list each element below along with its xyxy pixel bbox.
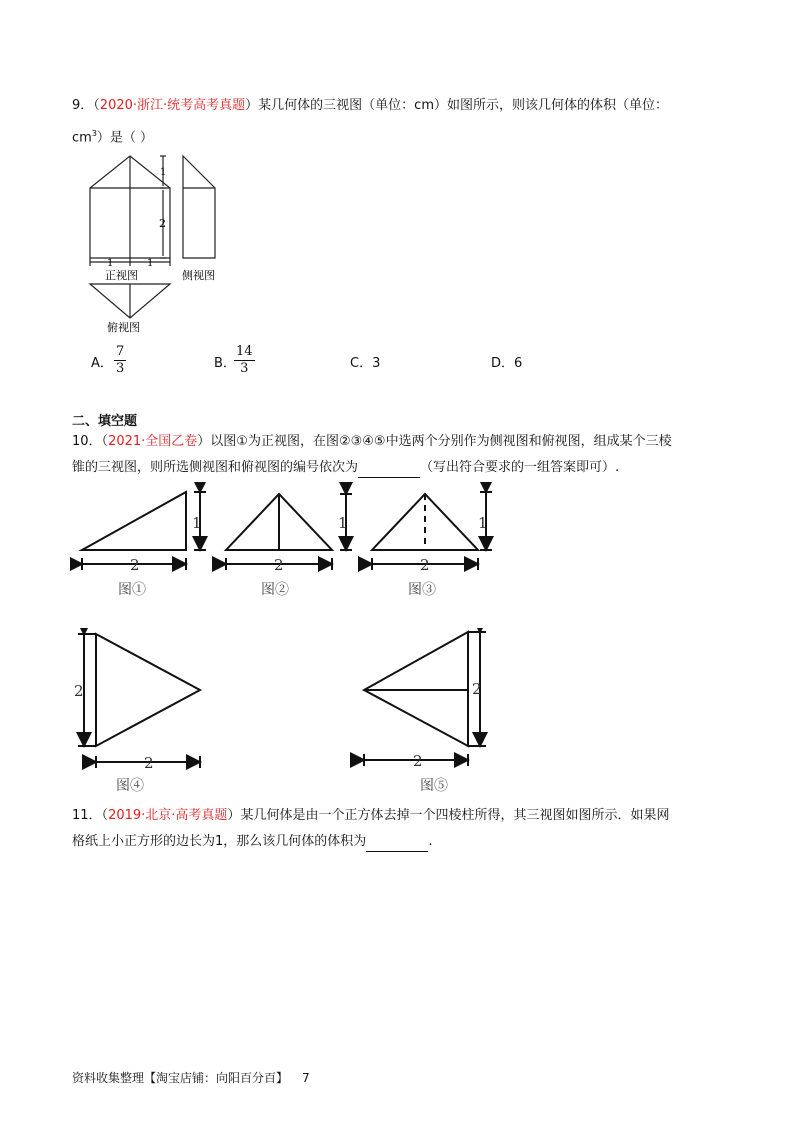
q10-fig4-dim-w: 2 [144, 754, 154, 772]
section-title: 二、填空题 [72, 414, 138, 429]
q9-option-a-fraction[interactable]: $\frac{7}{3}$ [116, 344, 125, 376]
q9-stem-line1: 9．（2020·浙江·统考高考真题）某几何体的三视图（单位：cm）如图所示，则该几何体的体积（单位： [72, 98, 668, 113]
q9-option-d[interactable]: D．6 [491, 356, 523, 371]
q11-source: 2019·北京·高考真题 [108, 808, 228, 823]
q10-fig3-caption: 图③ [408, 582, 436, 598]
q10-fig1-dim-w: 2 [130, 556, 140, 574]
q10-fig4-dim-h: 2 [74, 682, 84, 700]
q10-fig1-caption: 图① [118, 582, 146, 598]
q10-fig5-dim-h: 2 [472, 680, 482, 698]
q9-dim-b1: 1 [107, 258, 114, 269]
q10-number: 10． [72, 434, 102, 449]
q9-option-b-label[interactable]: B． [214, 356, 236, 371]
q10-fig4-caption: 图④ [116, 778, 144, 794]
q9-option-a-label[interactable]: A． [91, 356, 113, 371]
q10-fig2-dim-h: 1 [338, 514, 348, 532]
q9-stem: 某几何体的三视图（单位：cm）如图所示，则该几何体的体积（单位： [258, 98, 668, 113]
q9-front-label: 正视图 [105, 269, 138, 282]
q10-fig2-caption: 图② [261, 582, 289, 598]
q9-side-view [183, 156, 215, 258]
q11-stem-line2: 格纸上小正方形的边长为1，那么该几何体的体积为 . [72, 832, 432, 852]
q11-answer-blank[interactable] [366, 837, 428, 852]
q9-option-b-fraction[interactable]: $\frac{14}{3}$ [236, 344, 253, 376]
q9-stem-line2: $cm^3$）是（ ） [72, 129, 154, 146]
q10-fig3-dim-h: 1 [478, 514, 488, 532]
q9-dim-b2: 1 [147, 258, 154, 269]
q10-fig1-shape [82, 492, 186, 550]
q10-stem-line1: 10．（2021·全国乙卷）以图①为正视图，在图②③④⑤中选两个分别作为侧视图和俯视图，组成某个三棱 [72, 434, 672, 449]
q10-figures-row2 [68, 628, 508, 796]
q9-option-c[interactable]: C．3 [350, 356, 381, 371]
q10-fig2-dim-w: 2 [274, 556, 284, 574]
q9-source: 2020·浙江·统考高考真题 [99, 98, 246, 113]
page-number: 7 [302, 1071, 310, 1085]
q11-number: 11． [72, 808, 102, 823]
page-footer [72, 1068, 310, 1088]
q9-dim-1: 1 [160, 167, 167, 178]
q9-top-label: 俯视图 [107, 321, 140, 334]
q10-fig3-dim-w: 2 [420, 556, 430, 574]
q10-stem-line2: 锥的三视图，则所选侧视图和俯视图的编号依次为 （写出符合要求的一组答案即可）. [72, 458, 619, 478]
q11-stem-line1: 11．（2019·北京·高考真题）某几何体是由一个正方体去掉一个四棱柱所得，其三视图如图所示．如果网 [72, 808, 670, 823]
q10-source: 2021·全国乙卷 [108, 434, 198, 449]
q9-dim-2: 2 [159, 217, 166, 230]
q10-fig1-dim-h: 1 [192, 514, 202, 532]
footer-text: 资料收集整理【淘宝店铺：向阳百分百】 [72, 1071, 289, 1085]
q10-figures-row1 [70, 482, 520, 600]
q10-fig5-dim-w: 2 [413, 752, 423, 770]
q9-number: 9． [72, 98, 94, 113]
q10-fig4-shape [96, 634, 200, 746]
q9-three-view-figure [80, 148, 240, 338]
q9-side-label: 侧视图 [182, 269, 215, 282]
q10-answer-blank[interactable] [358, 463, 420, 478]
q10-fig5-caption: 图⑤ [420, 778, 448, 794]
